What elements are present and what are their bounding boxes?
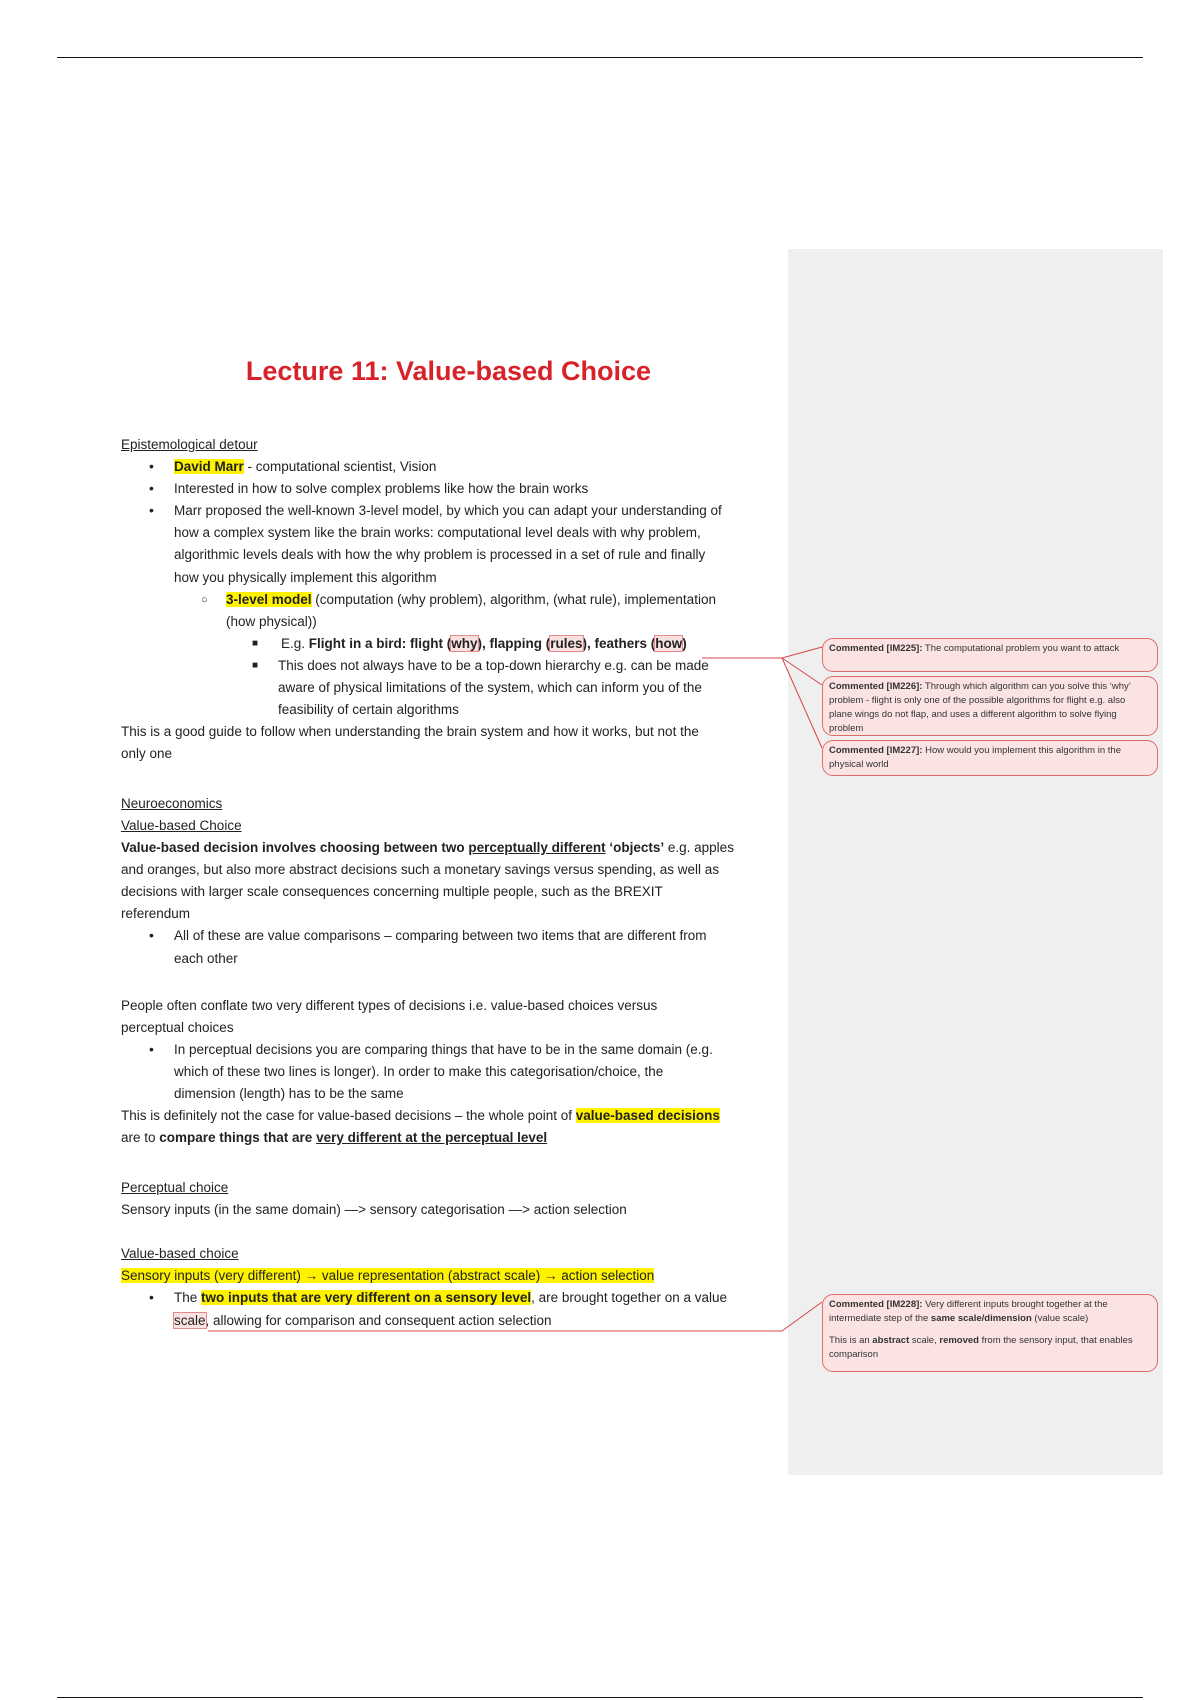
sub-bullet-3-level: 3-level model (computation (why problem), algorithm, (what rule), implementation: [226, 592, 716, 607]
comment-im227[interactable]: Commented [IM227]: How would you implement this algorithm in the physical world: [822, 740, 1158, 776]
bullet-perceptual-l1: In perceptual decisions you are comparing things that have to be in the same domain (e.g.: [174, 1042, 713, 1057]
guide-paragraph-l1: This is a good guide to follow when understanding the brain system and how it works, but not the: [121, 724, 699, 739]
value-paragraph-l4: referendum: [121, 906, 191, 921]
bullet-icon: •: [149, 458, 154, 474]
sub-sub-bullet-hierarchy-l2: aware of physical limitations of the system, which can inform you of the: [278, 680, 702, 695]
guide-paragraph-l2: only one: [121, 746, 173, 761]
bullet-icon: •: [149, 502, 154, 518]
heading-value-based-choice: Value-based Choice: [121, 818, 242, 833]
sub-bullet-3-level-l2: (how physical)): [226, 614, 317, 629]
bullet-perceptual-l2: which of these two lines is longer). In order to make this categorisation/choice, the: [174, 1064, 664, 1079]
bullet-marr-model-l4: how you physically implement this algorithm: [174, 570, 437, 585]
bullet-perceptual-l3: dimension (length) has to be the same: [174, 1086, 404, 1101]
definitely-paragraph-l2: are to compare things that are very different at the perceptual level: [121, 1130, 548, 1145]
comment-anchor-why[interactable]: why: [451, 636, 478, 651]
heading-neuroeconomics: Neuroeconomics: [121, 796, 223, 811]
bullet-value-comparisons-l2: each other: [174, 951, 238, 966]
page-title: Lecture 11: Value-based Choice: [245, 356, 652, 386]
bullet-icon: •: [149, 927, 154, 943]
example-flight: E.g. Flight in a bird: flight (why), flapping (rules), feathers (how): [281, 636, 687, 651]
comment-im228-p1: Commented [IM228]: Very different inputs brought together at the intermediate step of the same scale/dimension (value scale): [829, 1299, 1108, 1324]
square-bullet-icon: ■: [252, 638, 259, 649]
value-based-flow: Sensory inputs (very different) → value representation (abstract scale) → action selection: [121, 1268, 655, 1283]
comment-anchor-rules[interactable]: rules: [550, 636, 583, 651]
comment-anchor-scale[interactable]: scale: [174, 1313, 206, 1328]
conflate-paragraph-l2: perceptual choices: [121, 1020, 234, 1035]
bullet-two-inputs-l2: scale, allowing for comparison and consequent action selection: [174, 1313, 552, 1328]
sub-sub-bullet-hierarchy-l1: This does not always have to be a top-down hierarchy e.g. can be made: [278, 658, 709, 673]
comment-im228[interactable]: [822, 1294, 1158, 1372]
comment-im226[interactable]: Commented [IM226]: Through which algorithm can you solve this ‘why’ problem - flight is only one of the possible algorithms for flight e.g. also plane wings do not flap, and uses a different algorithm to solve flying problem: [822, 676, 1158, 736]
sub-sub-bullet-hierarchy-l3: feasibility of certain algorithms: [278, 702, 459, 717]
circle-bullet-icon: ○: [201, 594, 208, 606]
definitely-paragraph-l1: This is definitely not the case for value-based decisions – the whole point of value-based decisions: [121, 1108, 720, 1123]
bullet-two-inputs-l1: The two inputs that are very different on a sensory level, are brought together on a value: [174, 1290, 727, 1305]
value-paragraph-l1: Value-based decision involves choosing between two perceptually different ‘objects’ e.g. apples: [121, 840, 734, 855]
bullet-icon: •: [149, 480, 154, 496]
bullet-icon: •: [149, 1289, 154, 1305]
conflate-paragraph-l1: People often conflate two very different types of decisions i.e. value-based choices versus: [121, 998, 658, 1013]
comment-im228-p2: This is an abstract scale, removed from the sensory input, that enables comparison: [829, 1335, 1133, 1360]
comment-im225[interactable]: Commented [IM225]: The computational problem you want to attack: [822, 638, 1158, 672]
bullet-marr-model-l1: Marr proposed the well-known 3-level model, by which you can adapt your understanding of: [174, 503, 722, 518]
perceptual-flow: Sensory inputs (in the same domain) —> sensory categorisation —> action selection: [121, 1202, 627, 1217]
heading-perceptual-choice: Perceptual choice: [121, 1180, 229, 1195]
heading-value-based-choice-2: Value-based choice: [121, 1246, 239, 1261]
value-paragraph-l2: and oranges, but also more abstract decisions such a monetary savings versus spending, as well as: [121, 862, 720, 877]
square-bullet-icon: ■: [252, 660, 259, 671]
heading-epistemological: Epistemological detour: [121, 437, 258, 452]
comment-anchor-how[interactable]: how: [655, 636, 683, 651]
bullet-icon: •: [149, 1041, 154, 1057]
bullet-marr: David Marr - computational scientist, Vision: [174, 459, 437, 474]
bullet-value-comparisons-l1: All of these are value comparisons – comparing between two items that are different from: [174, 928, 707, 943]
bullet-marr-model-l3: algorithmic levels deals with how the why problem is processed in a set of rule and finally: [174, 547, 706, 562]
footer-rule: [57, 1697, 1143, 1698]
value-paragraph-l3: decisions with larger scale consequences concerning multiple people, such as the BREXIT: [121, 884, 663, 899]
bullet-interest: Interested in how to solve complex problems like how the brain works: [174, 481, 589, 496]
bullet-marr-model-l2: how a complex system like the brain works: computational level deals with why problem,: [174, 525, 701, 540]
